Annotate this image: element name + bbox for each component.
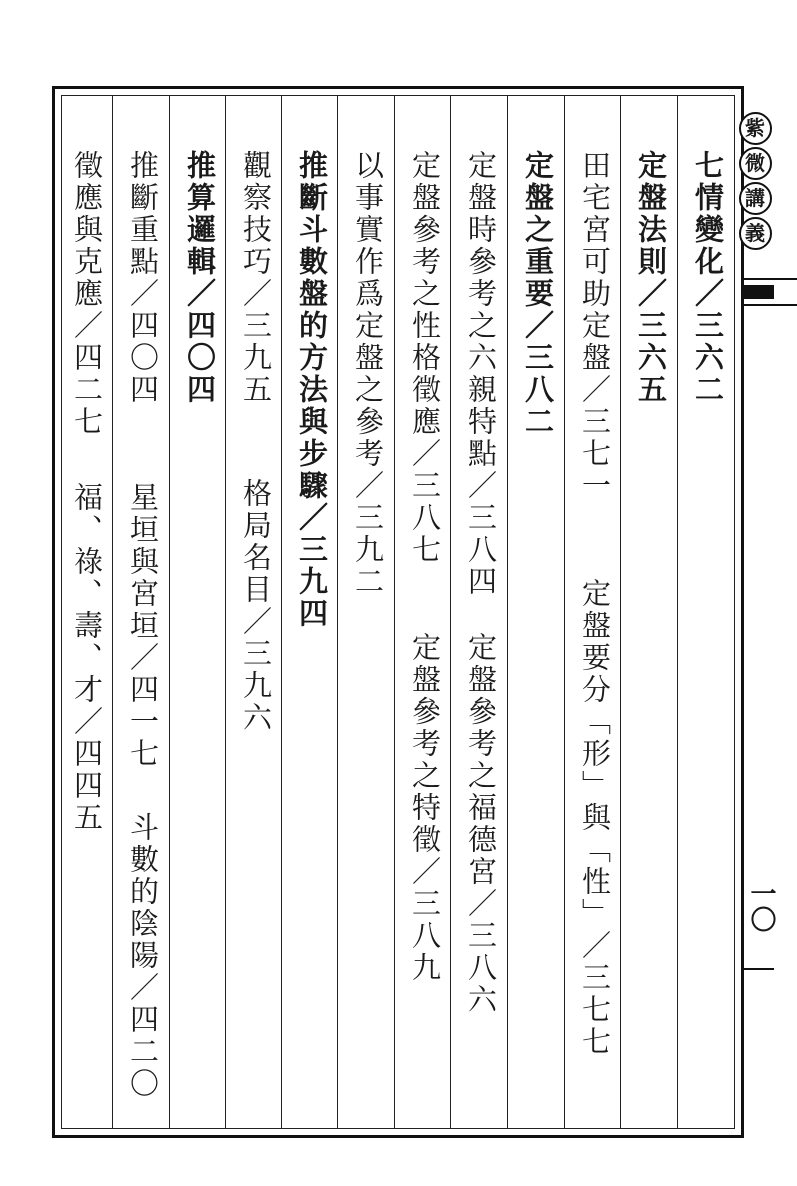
column-rule [450,95,451,1129]
column-rule [564,95,565,1129]
toc-entry-secondary[interactable]: 定盤參考之福德宮／三八六 [464,632,498,1016]
column-rule [281,95,282,1129]
margin-rule [744,304,797,306]
toc-entry-main[interactable]: 定盤參考之性格徵應／三八七 [408,150,442,566]
toc-entry-main[interactable]: 推斷重點／四〇四 [126,150,160,406]
page-number-rule [744,968,774,970]
column-rule [337,95,338,1129]
toc-entry-main[interactable]: 觀察技巧／三九五 [239,150,273,406]
column-rule [677,95,678,1129]
toc-entry-tertiary[interactable]: 斗數的陰陽／四二〇 [126,812,160,1100]
toc-entry-main[interactable]: 田宅宮可助定盤／三七一 [578,150,612,502]
toc-entry-secondary[interactable]: 定盤要分「形」與「性」／三七七 [578,578,612,1058]
page-number: 一〇 [746,880,776,932]
margin-rule [744,278,797,280]
toc-entry-main[interactable]: 定盤法則／三六五 [634,150,668,406]
column-rule [169,95,170,1129]
toc-entry-main[interactable]: 定盤之重要／三八二 [521,150,555,438]
margin-tab [744,285,774,299]
title-char: 義 [739,217,772,250]
title-char: 微 [739,147,772,180]
toc-entry-main[interactable]: 推斷斗數盤的方法與步驟／三九四 [295,150,329,630]
column-rule [507,95,508,1129]
toc-entry-main[interactable]: 七情變化／三六二 [691,150,725,406]
title-char: 紫 [739,112,772,145]
toc-entry-secondary[interactable]: 格局名目／三九六 [239,478,273,734]
toc-entry-main[interactable]: 推算邏輯／四〇四 [183,150,217,406]
column-rule [620,95,621,1129]
toc-entry-main[interactable]: 以事實作爲定盤之參考／三九二 [351,150,385,598]
toc-entry-secondary[interactable]: 星垣與宮垣／四一七 [126,482,160,770]
toc-entry-main[interactable]: 定盤時參考之六親特點／三八四 [464,150,498,598]
title-char: 講 [739,182,772,215]
column-rule [394,95,395,1129]
column-rule [112,95,113,1129]
toc-entry-secondary[interactable]: 福、祿、壽、才／四四五 [70,482,104,834]
toc-entry-secondary[interactable]: 定盤參考之特徵／三八九 [408,632,442,984]
column-rule [225,95,226,1129]
toc-entry-main[interactable]: 徵應與克應／四二七 [70,150,104,438]
book-title [735,112,775,250]
